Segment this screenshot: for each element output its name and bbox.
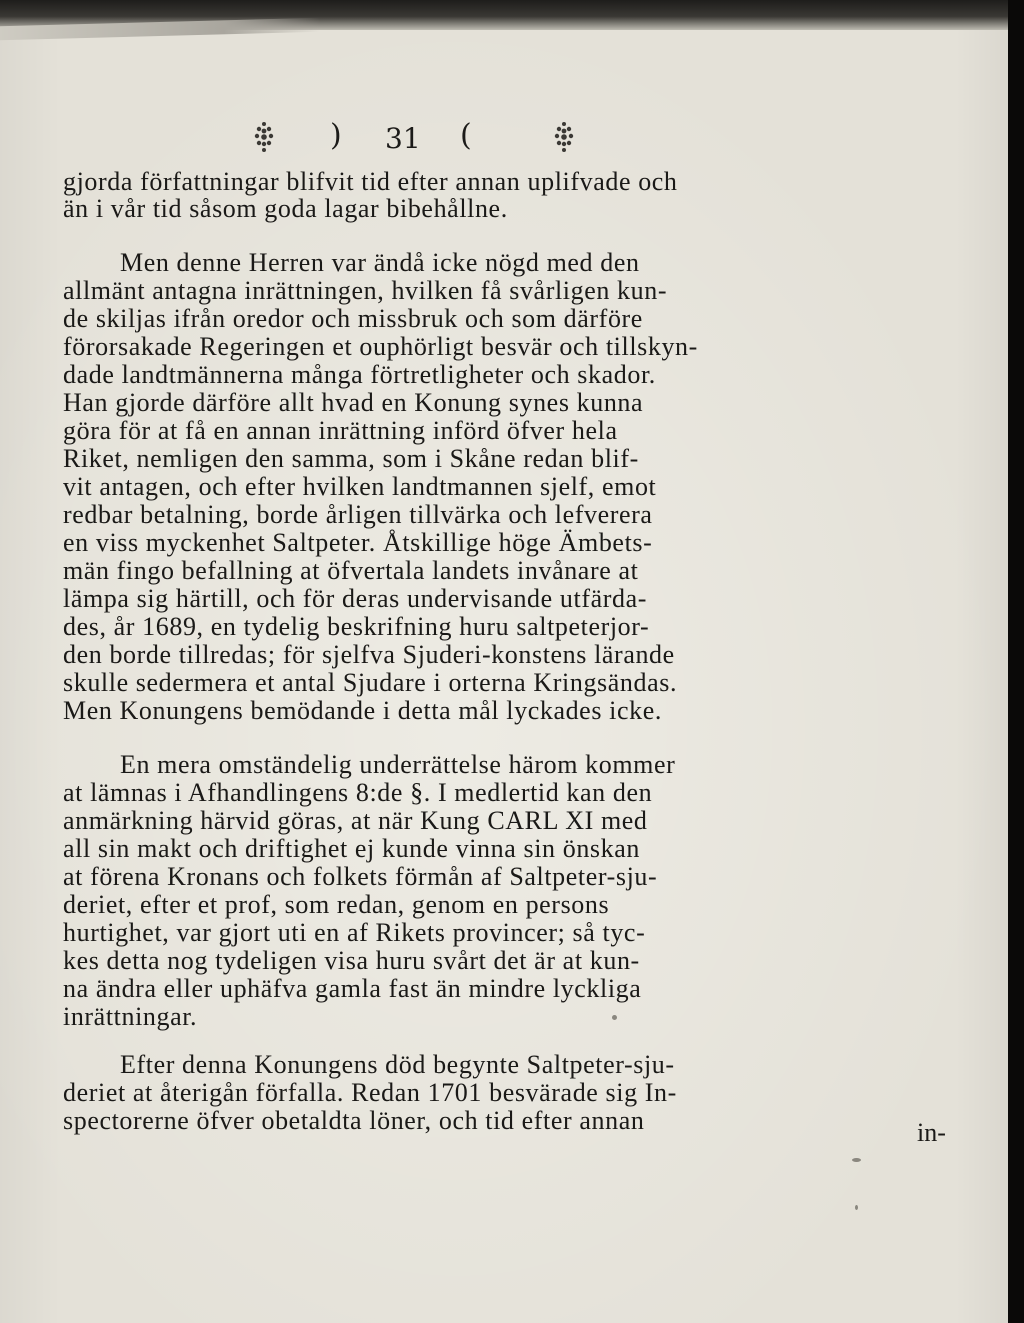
text-line: kes detta nog tydeligen visa huru svårt det är at kun- xyxy=(63,946,640,975)
text-line: Riket, nemligen den samma, som i Skåne redan blif- xyxy=(63,444,639,473)
text-line: at lämnas i Afhandlingens 8:de §. I medlertid kan den xyxy=(63,778,653,807)
running-head-right-paren: ( xyxy=(460,118,472,153)
scan-edge-shadow xyxy=(1008,0,1016,1323)
text-line: Efter denna Konungens död begynte Saltpeter-sju- xyxy=(120,1050,675,1079)
text-line: vit antagen, och efter hvilken landtmannen sjelf, emot xyxy=(63,472,657,501)
text-line: En mera omständelig underrättelse härom kommer xyxy=(120,750,676,779)
text-line: män fingo befallning at öfvertala landets invånare at xyxy=(63,556,639,585)
catchword: in- xyxy=(917,1118,946,1147)
text-line: Han gjorde därföre allt hvad en Konung synes kunna xyxy=(63,388,644,417)
text-line: redbar betalning, borde årligen tillvärka och lefverera xyxy=(63,500,653,529)
text-line: göra för at få en annan inrättning införd öfver hela xyxy=(63,416,618,445)
page-number: 31 xyxy=(385,122,421,155)
paper-speck xyxy=(855,1205,858,1210)
text-line: hurtighet, var gjort uti en af Rikets provincer; så tyc- xyxy=(63,918,646,947)
text-line: inrättningar. xyxy=(63,1002,198,1031)
text-line: gjorda författningar blifvit tid efter annan uplifvade och xyxy=(63,167,678,196)
text-line: den borde tillredas; för sjelfva Sjuderi-konstens lärande xyxy=(63,640,675,669)
text-line: Men denne Herren var ändå icke nögd med den xyxy=(120,248,640,277)
text-line: anmärkning härvid göras, at när Kung CARL XI med xyxy=(63,806,648,835)
text-line: at förena Kronans och folkets förmån af Saltpeter-sju- xyxy=(63,862,658,891)
text-line: allmänt antagna inrättningen, hvilken få svårligen kun- xyxy=(63,276,668,305)
paper-speck xyxy=(612,1015,617,1020)
text-line: deriet, efter et prof, som redan, genom en persons xyxy=(63,890,610,919)
text-line: de skiljas ifrån oredor och missbruk och som därföre xyxy=(63,304,643,333)
text-line: all sin makt och driftighet ej kunde vinna sin önskan xyxy=(63,834,640,863)
text-line: dade landtmännerna många förtretligheter och skador. xyxy=(63,360,656,389)
text-line: na ändra eller uphäfva gamla fast än mindre lyckliga xyxy=(63,974,642,1003)
text-line: än i vår tid såsom goda lagar bibehållne. xyxy=(63,194,508,223)
text-line: en viss myckenhet Saltpeter. Åtskillige höge Ämbets- xyxy=(63,528,653,557)
text-line: skulle sedermera et antal Sjudare i orterna Kringsändas. xyxy=(63,668,678,697)
text-line: des, år 1689, en tydelig beskrifning huru saltpeterjor- xyxy=(63,612,650,641)
text-line: förorsakade Regeringen et ouphörligt besvär och tillskyn- xyxy=(63,332,698,361)
text-line: spectorerne öfver obetaldta löner, och tid efter annan xyxy=(63,1106,645,1135)
running-head-left-paren: ) xyxy=(330,118,342,153)
text-line: Men Konungens bemödande i detta mål lyckades icke. xyxy=(63,696,662,725)
text-line: lämpa sig härtill, och för deras undervisande utfärda- xyxy=(63,584,647,613)
text-line: deriet at återigån förfalla. Redan 1701 besvärade sig In- xyxy=(63,1078,677,1107)
paper-speck xyxy=(852,1158,861,1162)
